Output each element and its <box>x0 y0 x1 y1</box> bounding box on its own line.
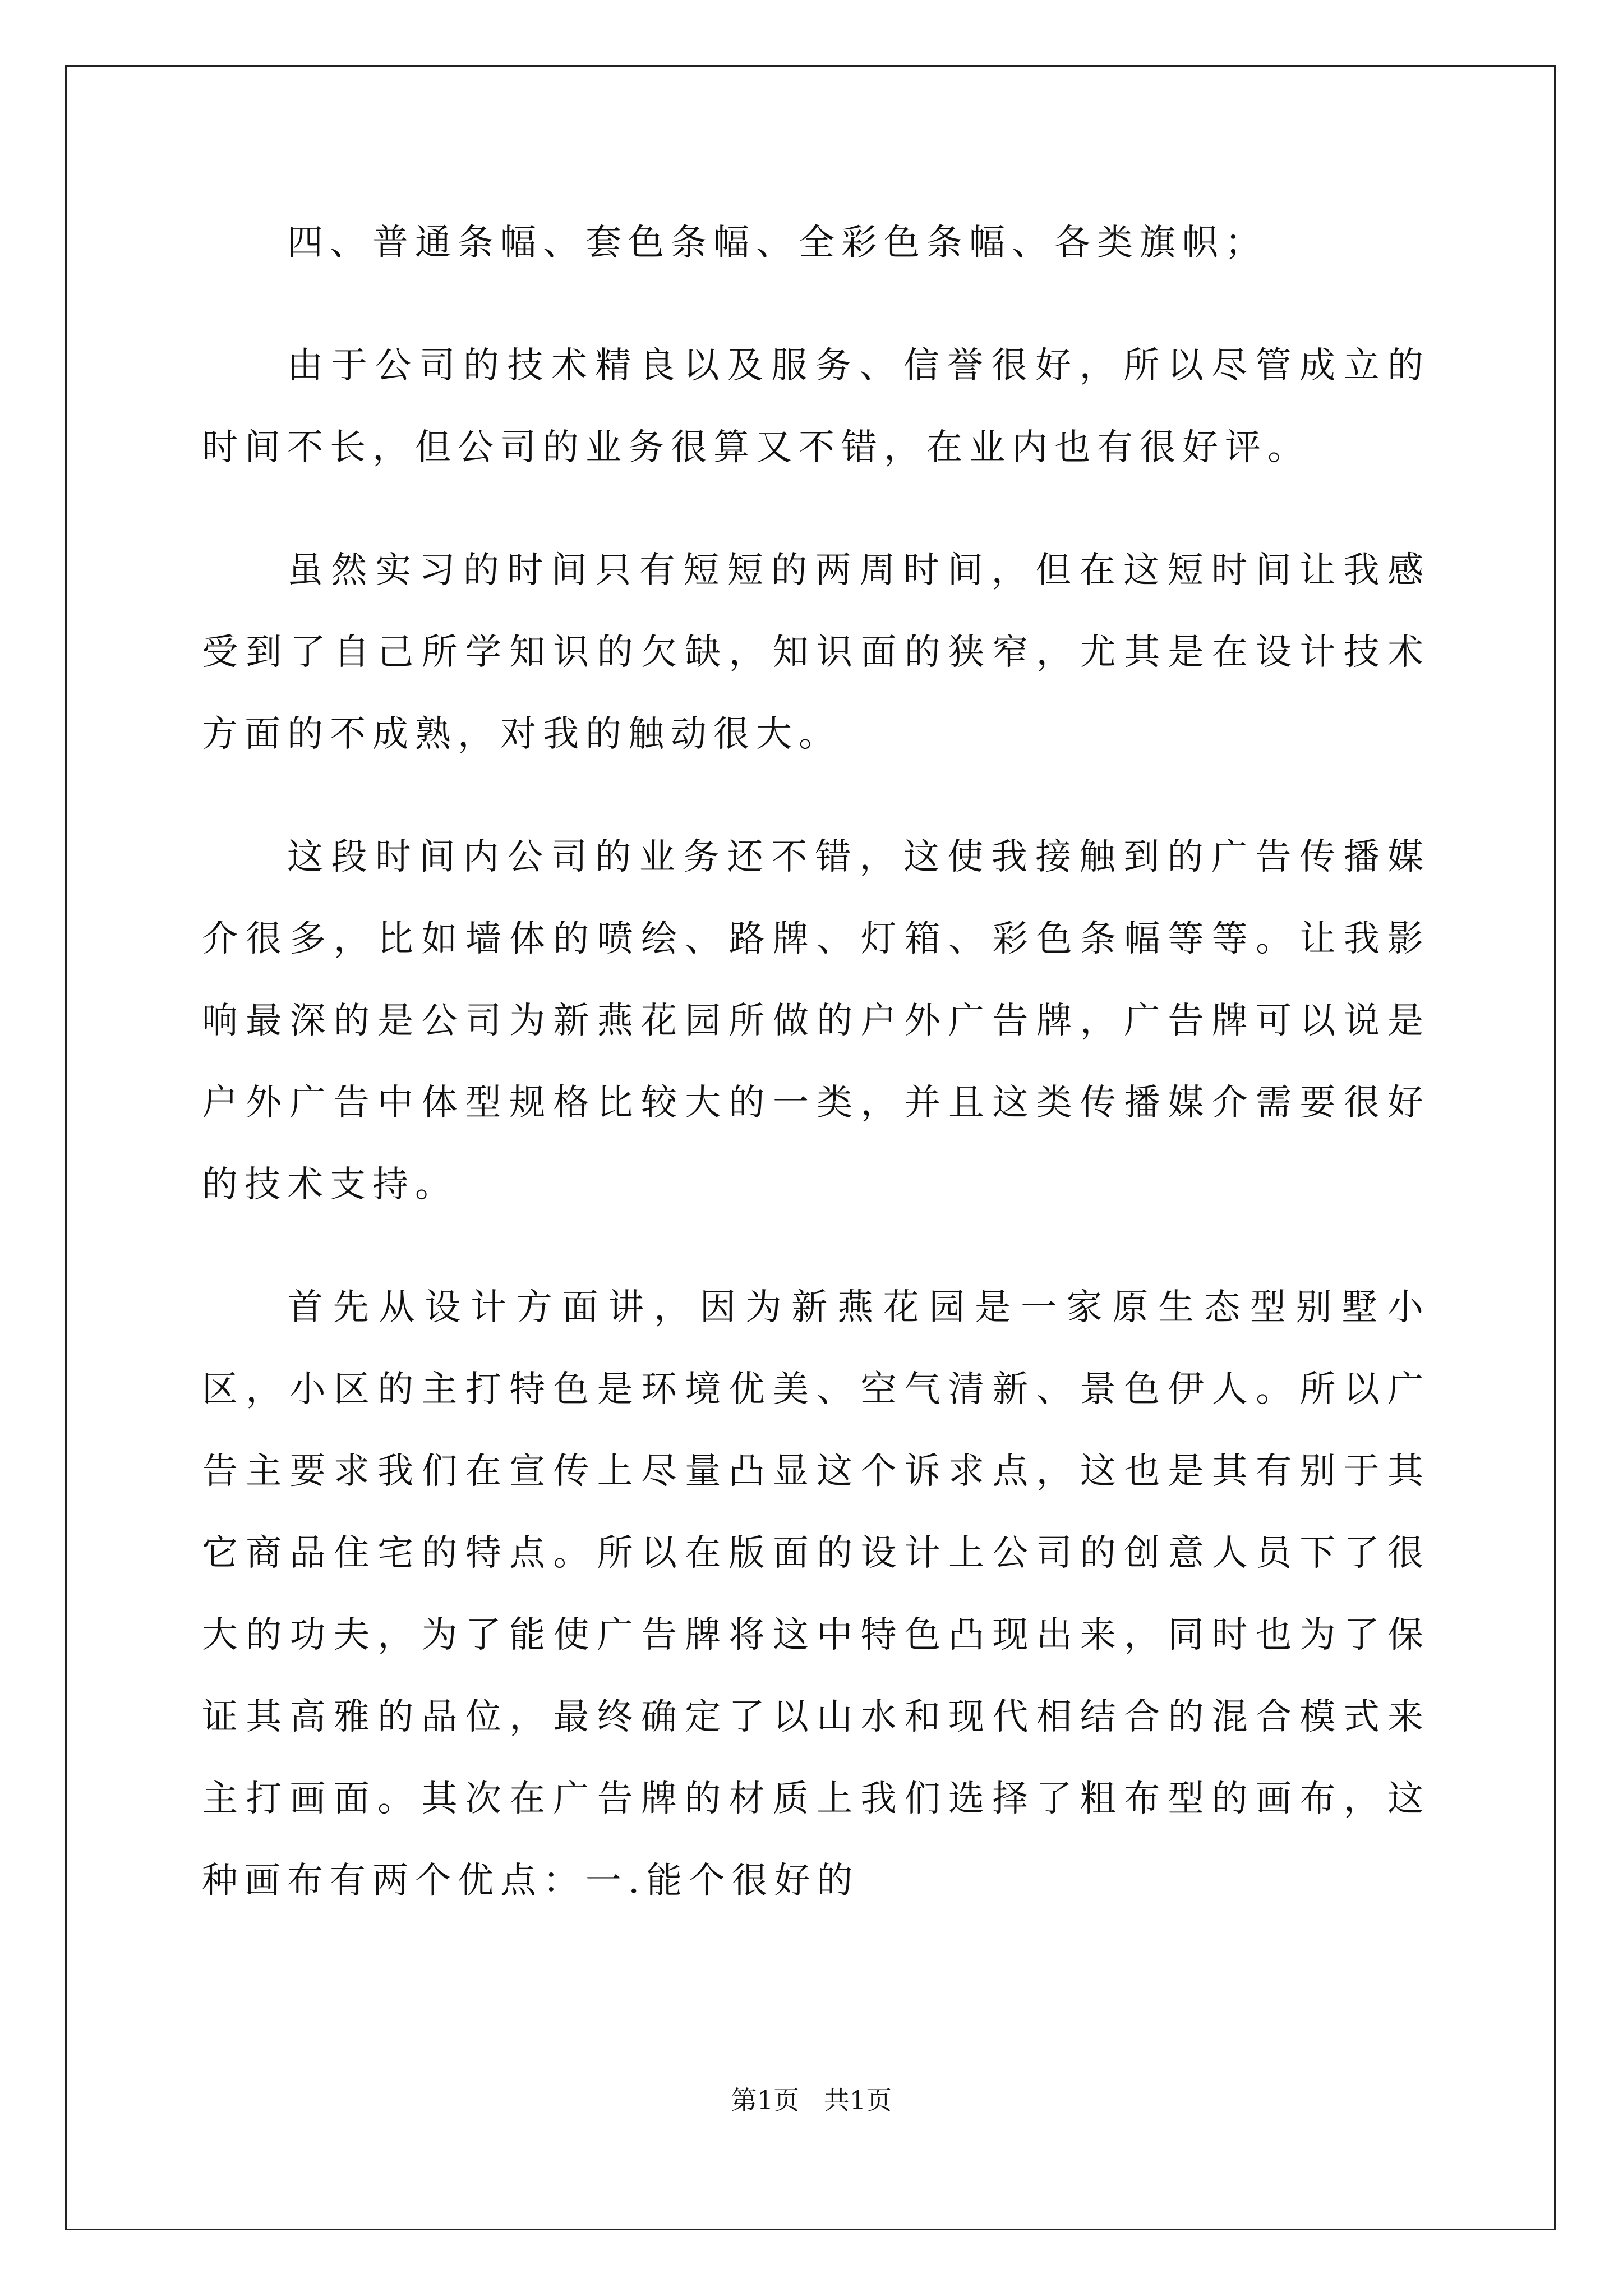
paragraph-4: 这段时间内公司的业务还不错，这使我接触到的广告传播媒介很多，比如墙体的喷绘、路牌、灯箱、彩色条幅等等。让我影响最深的是公司为新燕花园所做的户外广告牌，广告牌可以说是户外广告中体型规格比较大的一类，并且这类传播媒介需要很好的技术支持。 <box>202 836 1430 1205</box>
paragraph-1: 四、普通条幅、套色条幅、全彩色条幅、各类旗帜； <box>287 222 1267 264</box>
document-body <box>202 202 1430 1963</box>
page-footer: 第1页 共1页 <box>731 2085 892 2115</box>
paragraph-3: 虽然实习的时间只有短短的两周时间，但在这短时间让我感受到了自己所学知识的欠缺，知识面的狭窄，尤其是在设计技术方面的不成熟，对我的触动很大。 <box>202 550 1430 755</box>
paragraph-5: 首先从设计方面讲，因为新燕花园是一家原生态型别墅小区，小区的主打特色是环境优美、空气清新、景色伊人。所以广告主要求我们在宣传上尽量凸显这个诉求点，这也是其有别于其它商品住宅的特点。所以在版面的设计上公司的创意人员下了很大的功夫，为了能使广告牌将这中特色凸现出来，同时也为了保证其高雅的品位，最终确定了以山水和现代相结合的混合模式来主打画面。其次在广告牌的材质上我们选择了粗布型的画布，这种画布有两个优点：一.能个很好的 <box>202 1287 1430 1902</box>
paragraph-2: 由于公司的技术精良以及服务、信誉很好，所以尽管成立的时间不长，但公司的业务很算又不错，在业内也有很好评。 <box>202 345 1430 468</box>
